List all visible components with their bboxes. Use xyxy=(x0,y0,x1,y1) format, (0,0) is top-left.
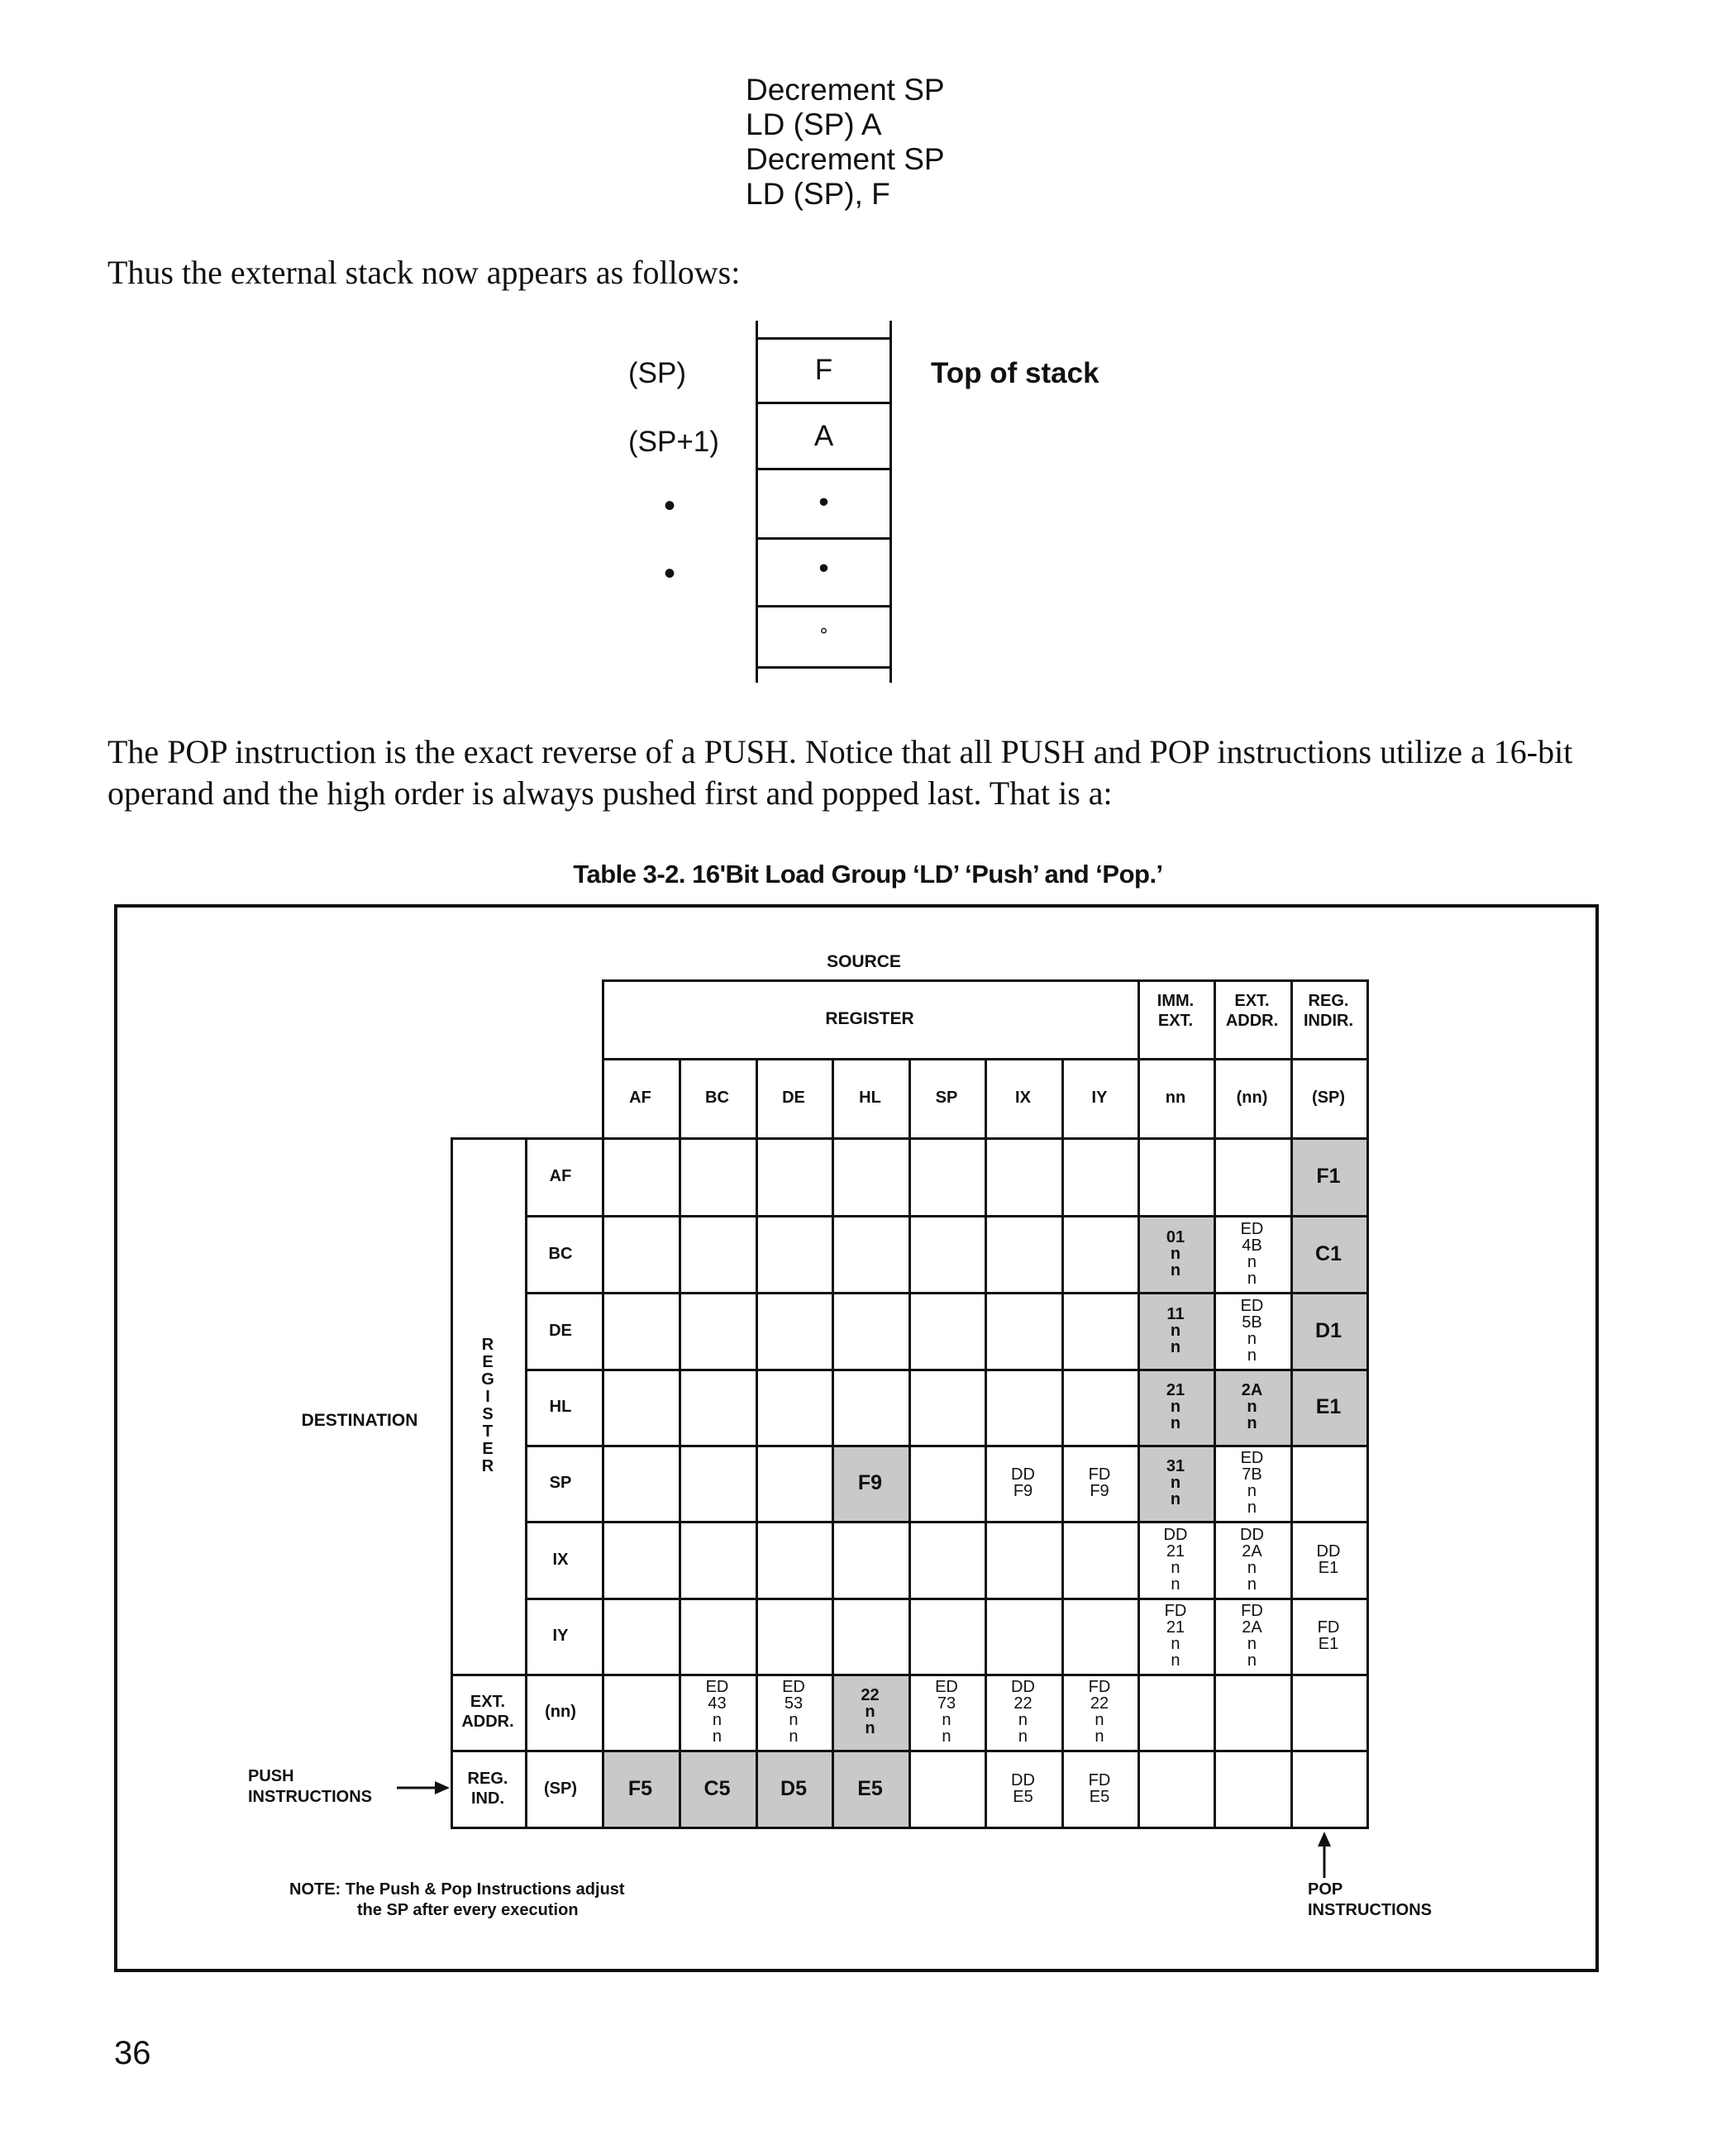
table-cell xyxy=(909,1215,985,1292)
table-cell xyxy=(679,1445,756,1521)
table-cell xyxy=(985,1674,1061,1750)
table-cell xyxy=(679,1137,756,1215)
table-cell xyxy=(679,1750,756,1827)
code-line: LD (SP), F xyxy=(746,177,890,211)
table-cell xyxy=(602,1521,679,1598)
note-line-1: NOTE: The Push & Pop Instructions adjust xyxy=(289,1880,625,1899)
opcode-text: F1 xyxy=(1316,1165,1341,1188)
opcode-text: 22 n n xyxy=(861,1686,880,1737)
column-header: nn xyxy=(1165,1089,1186,1107)
table-rule xyxy=(679,1058,681,1829)
table-cell xyxy=(1290,1445,1366,1521)
opcode-text: C1 xyxy=(1315,1241,1342,1265)
column-header: HL xyxy=(859,1089,881,1107)
opcode-text: DD F9 xyxy=(1011,1465,1035,1500)
push-instructions-text: PUSH INSTRUCTIONS xyxy=(248,1767,372,1806)
table-cell xyxy=(909,1674,985,1750)
table-cell xyxy=(1214,1445,1290,1521)
table-cell xyxy=(756,1215,832,1292)
table-cell xyxy=(909,1750,985,1827)
table-cell xyxy=(985,1292,1061,1369)
note-line-2: the SP after every execution xyxy=(357,1901,579,1919)
table-cell xyxy=(1290,1137,1366,1215)
table-cell xyxy=(985,1445,1061,1521)
column-header: (nn) xyxy=(1236,1089,1268,1107)
opcode-text: FD 22 n n xyxy=(1088,1678,1111,1746)
table-cell xyxy=(832,1445,909,1521)
table-rule xyxy=(525,1369,1369,1371)
column-header: SP xyxy=(935,1089,958,1107)
table-cell xyxy=(1137,1445,1214,1521)
table-cell xyxy=(985,1137,1061,1215)
table-rule xyxy=(1366,979,1369,1829)
table-cell xyxy=(602,1598,679,1674)
pop-instructions-text: POP INSTRUCTIONS xyxy=(1308,1880,1432,1919)
opcode-text: DD 22 n n xyxy=(1011,1678,1035,1746)
table-caption: Table 3-2. 16'Bit Load Group ‘LD’ ‘Push’ and ‘Pop.’ xyxy=(573,860,1163,889)
table-cell xyxy=(985,1598,1061,1674)
table-cell xyxy=(602,1137,679,1215)
table-cell xyxy=(909,1369,985,1445)
opcode-text: 01 n n xyxy=(1166,1227,1185,1279)
table-cell xyxy=(1137,1521,1214,1598)
table-cell xyxy=(1137,1750,1214,1827)
opcode-text: 2A n n xyxy=(1241,1381,1263,1432)
table-cell xyxy=(1137,1598,1214,1674)
code-line: Decrement SP xyxy=(746,73,945,107)
table-cell xyxy=(1214,1750,1290,1827)
table-cell xyxy=(679,1369,756,1445)
opcode-text: ED 7B n n xyxy=(1240,1449,1264,1517)
paragraph-pop: The POP instruction is the exact reverse of a PUSH. Notice that all PUSH and POP instructions utilize a 16-bit operand and the high order is always pushed first and popped last. That is a: xyxy=(107,733,1573,812)
table-cell xyxy=(1061,1674,1137,1750)
opcode-text: DD E5 xyxy=(1011,1770,1035,1806)
opcode-text: ED 73 n n xyxy=(935,1678,958,1746)
table-rule xyxy=(985,1058,987,1829)
table-cell xyxy=(756,1369,832,1445)
table-cell xyxy=(1214,1674,1290,1750)
opcode-text: E5 xyxy=(857,1776,883,1800)
push-instructions-label xyxy=(248,1766,372,1808)
opcode-text: E1 xyxy=(1315,1395,1342,1418)
table-cell xyxy=(1061,1369,1137,1445)
column-header: (SP) xyxy=(1312,1089,1345,1107)
table-cell xyxy=(679,1292,756,1369)
table-cell xyxy=(832,1369,909,1445)
page-number: 36 xyxy=(114,2035,151,2071)
table-cell xyxy=(679,1674,756,1750)
stack-sp-label: (SP) xyxy=(628,357,686,389)
register-header: REGISTER xyxy=(825,1008,914,1028)
table-cell xyxy=(909,1445,985,1521)
opcode-text: 21 n n xyxy=(1166,1381,1185,1432)
table-cell xyxy=(832,1750,909,1827)
opcode-text: FD E1 xyxy=(1317,1618,1340,1653)
opcode-text: FD 2A n n xyxy=(1241,1602,1263,1670)
table-cell xyxy=(1137,1137,1214,1215)
table-cell xyxy=(909,1598,985,1674)
table-cell xyxy=(1061,1292,1137,1369)
opcode-text: DD 21 n n xyxy=(1163,1525,1188,1594)
table-cell xyxy=(1137,1674,1214,1750)
opcode-text: ED 5B n n xyxy=(1240,1296,1264,1365)
row-header: IY xyxy=(552,1627,569,1645)
table-cell xyxy=(909,1292,985,1369)
table-cell xyxy=(1214,1521,1290,1598)
table-cell xyxy=(1290,1598,1366,1674)
row-header: AF xyxy=(549,1167,572,1185)
table-cell xyxy=(1137,1215,1214,1292)
row-header: (nn) xyxy=(545,1703,576,1721)
opcode-text: DD 2A n n xyxy=(1240,1525,1264,1594)
opcode-text: FD F9 xyxy=(1088,1465,1111,1500)
table-cell xyxy=(1061,1521,1137,1598)
table-cell xyxy=(1061,1215,1137,1292)
table-rule xyxy=(909,1058,911,1829)
table-cell xyxy=(1214,1292,1290,1369)
opcode-text: FD 21 n n xyxy=(1164,1602,1187,1670)
table-cell xyxy=(602,1369,679,1445)
table-cell xyxy=(832,1215,909,1292)
table-cell xyxy=(985,1215,1061,1292)
register-vertical-label: R E G I S T E R xyxy=(481,1335,494,1475)
table-cell xyxy=(756,1598,832,1674)
table-cell xyxy=(756,1521,832,1598)
opcode-text: DD E1 xyxy=(1316,1541,1341,1577)
table-cell xyxy=(679,1598,756,1674)
table-cell xyxy=(756,1445,832,1521)
table-cell xyxy=(985,1750,1061,1827)
destination-header: DESTINATION xyxy=(301,1411,418,1430)
imm-ext-header: IMM. EXT. xyxy=(1157,991,1195,1030)
table-cell xyxy=(909,1137,985,1215)
table-cell xyxy=(756,1674,832,1750)
ext-addr-row-label: EXT. ADDR. xyxy=(461,1693,514,1731)
top-of-stack-note: Top of stack xyxy=(931,357,1099,389)
pop-arrow-icon xyxy=(1316,1832,1333,1882)
table-rule xyxy=(832,1058,834,1829)
column-header: DE xyxy=(782,1089,805,1107)
row-header: IX xyxy=(552,1550,569,1569)
table-cell xyxy=(1214,1137,1290,1215)
table-cell xyxy=(985,1369,1061,1445)
table-cell xyxy=(1290,1674,1366,1750)
table-cell xyxy=(832,1137,909,1215)
table-cell xyxy=(756,1292,832,1369)
reg-indir-header: REG. INDIR. xyxy=(1304,991,1353,1030)
opcode-text: 11 n n xyxy=(1166,1304,1185,1356)
table-cell xyxy=(1061,1598,1137,1674)
table-cell xyxy=(832,1521,909,1598)
stack-cell-dot: • xyxy=(818,552,829,584)
push-arrow-icon xyxy=(397,1780,450,1800)
table-rule xyxy=(451,1827,1369,1829)
table-rule xyxy=(1061,1058,1064,1829)
table-cell xyxy=(1061,1445,1137,1521)
table-cell xyxy=(1137,1292,1214,1369)
code-block xyxy=(746,73,945,212)
table-cell xyxy=(1290,1369,1366,1445)
table-cell xyxy=(1214,1598,1290,1674)
opcode-text: ED 53 n n xyxy=(782,1678,805,1746)
stack-diagram xyxy=(756,321,892,683)
table-cell xyxy=(1061,1750,1137,1827)
column-header: AF xyxy=(629,1089,651,1107)
table-rule xyxy=(525,1521,1369,1523)
table-cell xyxy=(602,1445,679,1521)
code-line: LD (SP) A xyxy=(746,107,882,141)
stack-left-dot: • xyxy=(664,488,676,524)
table-cell xyxy=(909,1521,985,1598)
row-header: BC xyxy=(548,1244,573,1263)
table-cell xyxy=(679,1215,756,1292)
stack-cell-a: A xyxy=(813,420,834,452)
stack-cell-dot: ∘ xyxy=(818,620,830,641)
table-rule xyxy=(525,1292,1369,1294)
table-cell xyxy=(1290,1215,1366,1292)
table-cell xyxy=(1290,1750,1366,1827)
table-cell xyxy=(1214,1369,1290,1445)
table-cell xyxy=(756,1750,832,1827)
opcode-text: FD E5 xyxy=(1088,1770,1111,1806)
source-header: SOURCE xyxy=(827,952,901,971)
table-cell xyxy=(1137,1369,1214,1445)
column-header: IY xyxy=(1091,1089,1108,1107)
opcode-text: D5 xyxy=(780,1776,807,1800)
ext-addr-header: EXT. ADDR. xyxy=(1225,991,1279,1030)
opcode-text: F9 xyxy=(857,1471,883,1494)
table-cell xyxy=(602,1750,679,1827)
table-rule xyxy=(756,1058,758,1829)
opcode-text: ED 43 n n xyxy=(705,1678,729,1746)
stack-sp1-label: (SP+1) xyxy=(628,426,719,458)
opcode-text: ED 4B n n xyxy=(1240,1219,1264,1288)
table-cell xyxy=(832,1292,909,1369)
table-cell xyxy=(602,1215,679,1292)
stack-left-dot: • xyxy=(664,555,676,592)
code-line: Decrement SP xyxy=(746,142,945,176)
table-cell xyxy=(1061,1137,1137,1215)
row-header: (SP) xyxy=(544,1779,577,1798)
row-header: DE xyxy=(549,1321,572,1340)
table-cell xyxy=(602,1292,679,1369)
row-header: SP xyxy=(549,1474,572,1492)
table-cell xyxy=(1290,1292,1366,1369)
table-rule xyxy=(525,1215,1369,1217)
table-cell xyxy=(985,1521,1061,1598)
table-rule xyxy=(525,1598,1369,1600)
stack-cell-dot: • xyxy=(818,486,829,518)
opcode-text: F5 xyxy=(627,1776,653,1800)
reg-ind-row-label: REG. IND. xyxy=(467,1769,508,1808)
stack-cell-f: F xyxy=(814,354,833,386)
table-cell xyxy=(602,1674,679,1750)
column-header: IX xyxy=(1015,1089,1031,1107)
opcode-text: D1 xyxy=(1315,1318,1342,1342)
table-cell xyxy=(756,1137,832,1215)
table-cell xyxy=(679,1521,756,1598)
pop-instructions-label xyxy=(1308,1880,1432,1921)
opcode-text: 31 n n xyxy=(1166,1457,1185,1508)
opcode-text: C5 xyxy=(703,1776,731,1800)
table-cell xyxy=(832,1674,909,1750)
row-header: HL xyxy=(549,1398,572,1416)
table-cell xyxy=(1290,1521,1366,1598)
table-cell xyxy=(832,1598,909,1674)
table-cell xyxy=(1214,1215,1290,1292)
table-rule xyxy=(525,1445,1369,1447)
paragraph-stack-intro: Thus the external stack now appears as follows: xyxy=(107,254,741,291)
table-rule xyxy=(525,1137,527,1829)
column-header: BC xyxy=(705,1089,729,1107)
